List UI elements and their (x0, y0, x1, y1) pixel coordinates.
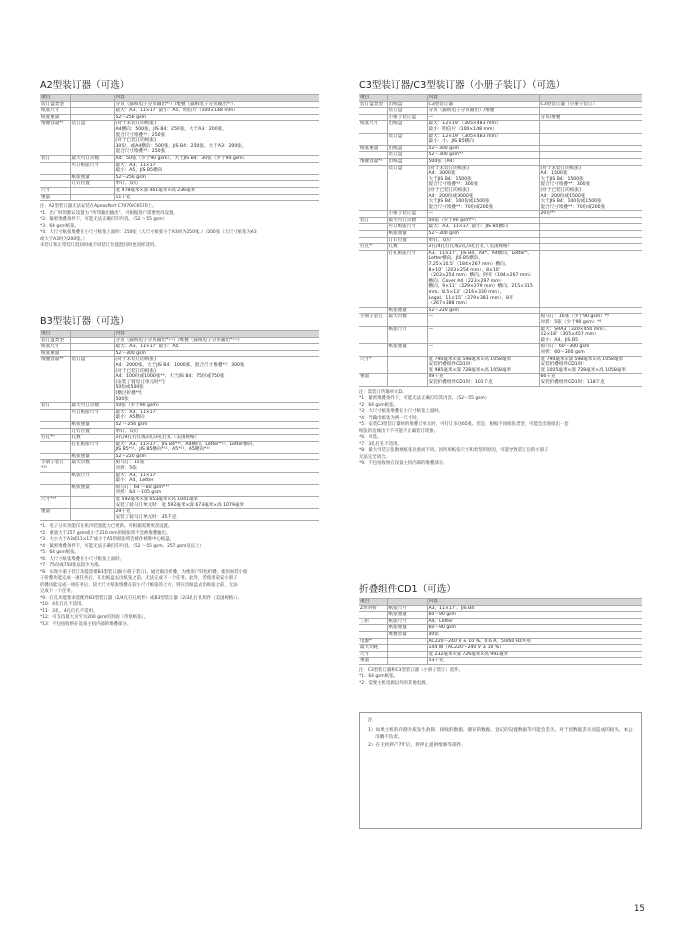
table-cell (70, 187, 114, 194)
table-row (359, 114, 642, 121)
table-cell: 宽 232毫米×深 726毫米×高 991毫米 (427, 651, 642, 658)
table-cell (359, 231, 387, 238)
spec-table-a2 (40, 94, 319, 201)
table-cell (359, 211, 387, 218)
table-cell: 小册子装订盘 (387, 211, 427, 218)
table-row (359, 307, 642, 314)
table-cell (387, 651, 427, 658)
table-cell: 小册子装订盘 (387, 114, 427, 121)
table-cell (387, 645, 427, 652)
table-cell: 52 ～256 gsm (114, 421, 319, 428)
table-cell (539, 152, 642, 159)
table-cell: 最大可订页数 (70, 403, 114, 410)
table-cell: [对于未装订的纸张] A4：1500张 大于JIS B4：1500张 混合尺寸堆叠*⁴：300张 [对于已装订的纸张] A4：200份或1500张 大于JIS B4：100份或1500张 混合尺寸堆叠*⁴：70份或200张 (539, 165, 642, 211)
table-row (359, 244, 642, 251)
table-cell (359, 237, 387, 244)
table-cell: 最大可订页数 (387, 217, 427, 224)
table-row (359, 651, 642, 658)
table-cell: 项目 (359, 95, 387, 102)
table-cell: 内容 (114, 95, 319, 102)
table-row (40, 108, 319, 115)
table-cell (387, 658, 427, 665)
table-cell: 40张 (427, 631, 642, 638)
table-cell (359, 250, 387, 307)
table-cell: 2孔/4孔打孔或2孔/3孔打孔（美国规格） (114, 435, 319, 442)
table-cell: 装订盘类型 (40, 337, 70, 344)
table-cell: 11千克 (114, 194, 319, 201)
table-cell: 宽 478毫米×深 461毫米×高 236毫米 (114, 187, 319, 194)
table-cell: 纸张尺寸 (40, 344, 70, 351)
table-row (359, 145, 642, 152)
table-cell (539, 250, 642, 307)
table-cell: 打孔纸张尺寸 (387, 250, 427, 307)
table-row (359, 165, 642, 211)
table-cell (539, 307, 642, 314)
table-cell: 装订 (40, 403, 70, 410)
table-cell: 尺寸*¹⁴ (40, 497, 70, 509)
table-cell: 内容 (427, 599, 642, 606)
table-cell (359, 152, 387, 159)
table-cell (70, 344, 114, 351)
table-cell (40, 174, 70, 181)
table-cell: 66千克 安装折叠组件CD1时：118千克 (539, 374, 642, 386)
table-cell: 装订盘类型 (40, 101, 70, 108)
table-cell: 52～300 gsm*¹ (427, 152, 539, 159)
table-cell (359, 165, 387, 211)
table-cell (387, 638, 427, 645)
table-cell (70, 331, 114, 338)
table-cell: 项目 (40, 95, 70, 102)
table-row (359, 658, 642, 665)
table-cell (539, 145, 642, 152)
table-row (40, 484, 319, 496)
table-cell: 骑马订：60～300 gsm 对折：60～300 gsm (539, 344, 642, 356)
section-cd1 (359, 581, 642, 687)
table-cell (70, 95, 114, 102)
table-cell (40, 428, 70, 435)
table-cell: 纸张尺寸 (387, 326, 427, 344)
table-cell: 60～90 gsm (427, 612, 642, 619)
table-cell: 52～220 gsm (427, 307, 539, 314)
table-cell: 纸张重量 (40, 114, 70, 121)
notes-b3: *1：电子分页功能仅在机内装置能力已更新。可根据需要更改设置。 *2：重量大于257 gsm或小于210 mm的纸张将不会被堆叠输出。 *3：大小大于A3或11×17″或小于A5的纸张将会被作被堆中心纸盘。 *4：紧密堆叠条件下，可能无法正确打印内容。（52 ～55 gsm、257 gsm及以上） *5：64 gsm纸张。 *6：大尺寸纸张堆叠在小尺寸纸张上面时。 *7：75份或750张以较少为准。 *8：实现小册子装订功能需要B3型装订器(小册子装订)。通过做出折叠，为便用户轻松折叠，使用加装小册 子折叠功能完成一项任务后，在出纸盘去出纸张之前，无法完成下一个任务。此外，若使用前安小册子 折叠功能完成一项任务后，较大尺寸纸张堆叠在较小尺寸纸张的上方，则在出纸盘去出纸张之前，无法 完成下一个任务。 *9：打孔功能要求选配件B3型装订器（2/4孔打孔组件）或B3型装订器（2/3孔打孔组件（美国规格））。 *10：4孔打孔不适用。 *11：3孔、4孔打孔不适用。 *12：可支持最大页至为200 gsm的封面（待厚纸张）。 *13：不包括收纳在设备主机内部的堆叠部分。 (40, 524, 248, 627)
table-row (40, 357, 319, 403)
table-cell (70, 101, 114, 108)
table-cell: 出纸盘 (387, 158, 427, 165)
table-cell (539, 217, 642, 224)
table-cell: [对于未装订的纸张] A4横向：500张、JIS B4：250张、大于A3：200张、 混合尺寸堆叠*³：250张 [对于已装订的纸张] 30份，或A4横向：500张、JIS B4：250张、大于A3：200张、 混合尺寸堆叠*³：250张 (114, 121, 319, 156)
table-cell: 144 W（AC220～240 V ± 10 %） (427, 645, 642, 652)
table-cell: 纸张尺寸 (359, 121, 387, 133)
table-cell: 项目 (40, 331, 70, 338)
table-cell: 纸张尺寸 (40, 108, 70, 115)
table-row (359, 356, 642, 374)
table-cell (40, 441, 70, 453)
table-cell: 骑马订：16张（少于90 gsm）*⁸ 对折：5张（少于90 gsm）*⁸ (539, 314, 642, 326)
table-cell: 装订盘 (387, 108, 427, 115)
table-cell (40, 472, 70, 484)
table-cell: 堆叠容量*² (359, 158, 387, 165)
table-cell (387, 356, 427, 374)
table-cell: 宽 790毫米×深 598毫米×高 1058毫米 安装折叠组件CD1时： 宽 985毫米×深 728毫米×高 1058毫米 (427, 356, 539, 374)
table-cell: 装订盘 (70, 121, 114, 156)
table-cell (70, 350, 114, 357)
table-row (40, 337, 319, 344)
spec-table-b3 (40, 330, 319, 521)
table-cell (40, 162, 70, 174)
table-cell: 可订纸张尺寸 (70, 409, 114, 421)
table-cell: 最大：12×19″（305×483 mm） 最小：小、JIS B5横向 (427, 133, 539, 145)
notice-item: 1）如果主机的存储介质发生故障，接收的数据、储存的数据、登记的设置数据等可能会丢失，对于因数据丢失而造成的损失，本公司概不负责。 (368, 727, 633, 740)
table-row (40, 497, 319, 509)
table-cell: 纸张重量 (387, 625, 427, 632)
table-row (40, 409, 319, 421)
table-row (40, 155, 319, 162)
table-cell (70, 114, 114, 121)
table-cell: 重量 (40, 509, 70, 521)
table-row (359, 625, 642, 632)
table-cell (387, 599, 427, 606)
table-cell: 纸张重量 (359, 145, 387, 152)
table-cell: A3、11×17″、JIS B4、A4*、A4横向、Letter*、Letter横向、JIS B5横向、 7.25×10.5″（184×267 mm）横向、8×10″（203×254 mm）、8×10″ （203×254 mm）横向、阿开（194×267 mm）横向、Cover A4（223×297 mm） 横向、9×11″（229×279 mm）横向、215×315 mm、8.5×13″（216×330 mm）、 Legal、11×15″（279×381 mm）、8开（267×388 mm） (427, 250, 539, 307)
table-cell: 49千克 安装折叠组件CD1时：101千克 (427, 374, 539, 386)
table-cell: C3型装订器 (427, 101, 539, 108)
table-cell: 52～256 gsm (114, 114, 319, 121)
table-row (359, 217, 642, 224)
table-cell: 最大：A3、11×17″ 最小：A4、Letter (114, 472, 319, 484)
table-cell: 出纸盘 (387, 101, 427, 108)
table-cell: 29千克 安装了骑马订单元时：35千克 (114, 509, 319, 521)
table-row (40, 162, 319, 174)
table-cell: [对于未装订的纸张] A4：3000张 大于JIS B4：1500张 混合尺寸堆叠*³：300张 [对于已装订的纸张] A4：200份或3000张 大于JIS B4：100份或1500张 混合尺寸堆叠*⁴：70份或200张 (427, 165, 539, 211)
table-cell: 重量 (359, 658, 387, 665)
section-b3-title: B3型装订器（可选） (40, 316, 130, 327)
table-row (359, 314, 642, 326)
section-c3 (359, 77, 642, 468)
table-row (359, 326, 642, 344)
table-cell: AC220～240 V ± 10 %、0.6 A、50/60 Hz共用 (427, 638, 642, 645)
table-row (359, 605, 642, 612)
table-cell: 堆叠容量*⁴ (40, 357, 70, 403)
table-cell: 纸张重量 (387, 344, 427, 356)
table-cell: C3型装订器（小册子装订） (539, 101, 642, 108)
table-cell: 最大可订页数 (70, 155, 114, 162)
table-cell: 20份*⁵ (539, 211, 642, 218)
table-row (40, 344, 319, 351)
table-cell: 分页（露纸电子分页输出）/堆叠 (427, 108, 539, 115)
table-cell (359, 612, 387, 619)
table-cell: 打孔*⁷ (359, 244, 387, 251)
table-cell: 骑马订：15张 对折：5张 (114, 460, 319, 472)
table-row (359, 618, 642, 625)
table-cell: 53千克 (427, 658, 642, 665)
notes-a2: 注：A2型装订器无法安装在ApeosPort C7070/C6570上。 *1：出厂时的默认设置为 "所印输出输出"，可根据客户需要更改设置。 *2：紧密堆叠条件下，可能无法正确打印内容。（52 ～55 gsm） *3：64 gsm纸张。 *4：大尺寸纸张堆叠在小尺寸纸张上面时：250张（大尺寸纸张小于A3时为250张。）/200张（大尺寸纸张为A3 或大于A3时为200张。） 未装订和正常装订混同时或不同装订位置混同时也同样适用。 (40, 204, 257, 249)
table-row (359, 638, 642, 645)
table-cell: 单钉、双钉 (114, 428, 319, 435)
section-b3 (40, 313, 319, 628)
table-cell (539, 108, 642, 115)
table-cell (359, 224, 387, 231)
table-cell: 装订 (359, 217, 387, 224)
table-cell: 纸张重量 (40, 350, 70, 357)
table-cell (40, 181, 70, 188)
table-cell: 52～300 gsm (427, 145, 539, 152)
table-row (40, 121, 319, 156)
table-cell: 最大：A3、11×17″ 最小：A5 (114, 344, 319, 351)
table-cell: 装订盘类型 (359, 101, 387, 108)
table-cell: 纸张重量 (70, 174, 114, 181)
table-cell: 纸张重量 (70, 484, 114, 496)
table-cell: — (427, 114, 539, 121)
table-row (359, 237, 642, 244)
table-row (359, 158, 642, 165)
table-row (359, 344, 642, 356)
table-cell: 50张（少于90 gsm） (114, 403, 319, 410)
table-cell: 最大页数 (70, 460, 114, 472)
table-cell (359, 114, 387, 121)
notice-title: 注 (368, 718, 373, 723)
table-cell: 52～220 gsm (114, 453, 319, 460)
table-cell (359, 108, 387, 115)
table-cell (359, 631, 387, 638)
table-cell: 尺寸 (40, 187, 70, 194)
table-cell: 装订盘 (387, 165, 427, 211)
table-cell: A4、Letter (427, 618, 642, 625)
section-cd1-title: 折叠组件CD1（可选） (359, 584, 456, 595)
table-cell: 最大页数 (387, 314, 427, 326)
table-cell (70, 497, 114, 509)
table-row (40, 194, 319, 201)
table-cell: 最大：SRA3（320×450 mm）、 12×18″（305×457 mm） 最小：A4、JIS B5 (539, 326, 642, 344)
table-cell: — (427, 211, 539, 218)
table-cell: 三折 (359, 618, 387, 625)
table-header-row (40, 331, 319, 338)
table-cell (387, 95, 427, 102)
table-cell: 小册子装订 (359, 314, 387, 326)
table-row (40, 435, 319, 442)
table-cell (70, 337, 114, 344)
table-cell: 装订盘 (387, 133, 427, 145)
table-cell: [对于未装订的纸张] A4：2000张、大于JIS B4：1000张、混合尺寸堆叠*⁵：300张 [对于已装订的纸张] A4：100份或1000张*⁶、大于JIS B4：75份或750张 [安装了骑母订单元时*⁷] 50份或500张 [横过折叠*⁸] 500张 (114, 357, 319, 403)
table-cell: 纸张尺寸 (387, 618, 427, 625)
table-row (359, 374, 642, 386)
table-cell: 可订纸张尺寸 (70, 162, 114, 174)
table-cell (539, 231, 642, 238)
table-cell: 订钉位置 (70, 181, 114, 188)
table-cell: 重量 (359, 374, 387, 386)
table-cell (539, 158, 642, 165)
table-cell: 最大：A3、11×17″ 最小：JIS B5横向 (427, 224, 539, 231)
table-cell: 最大：12×19″（305×483 mm） 最小：明信片（100×148 mm） (427, 121, 539, 133)
table-cell: 重量 (40, 194, 70, 201)
section-a2-title: A2型装订器（可选） (40, 80, 130, 91)
table-cell: 最大：A3、11×17″ 最小：A5、JIS B5横向 (114, 162, 319, 174)
spec-table-c3 (359, 94, 642, 387)
table-cell: 60～90 gsm (427, 625, 642, 632)
table-cell: 500张（A4） (427, 158, 539, 165)
table-cell: 订钉位置 (387, 237, 427, 244)
table-cell: 项目 (359, 599, 387, 606)
table-row (359, 224, 642, 231)
table-cell: 宽 790毫米×深 598毫米×高 1058毫米 安装折叠组件CD1时： 宽 1005毫米×深 728毫米×高 1058毫米 (539, 356, 642, 374)
table-cell (70, 509, 114, 521)
table-cell: 纸张尺寸 (387, 605, 427, 612)
table-cell: 堆叠容量*² (40, 121, 70, 156)
table-row (40, 350, 319, 357)
table-cell: 2孔/4孔打孔或2孔/3孔打孔（美国规格） (427, 244, 539, 251)
table-cell: 分页（露纸电子分页输出*¹）/堆叠（露纸电子分页输出*¹） (114, 101, 319, 108)
table-cell (359, 625, 387, 632)
table-cell: — (427, 344, 539, 356)
table-cell (359, 344, 387, 356)
table-row (40, 403, 319, 410)
table-cell (539, 121, 642, 133)
table-cell: Z形对折 (359, 605, 387, 612)
table-cell: 宽 592毫米×深 653毫米×高 1041毫米 安装了骑马订单元时：宽 592毫米×深 673毫米×高 1079毫米 (114, 497, 319, 509)
table-row (40, 453, 319, 460)
table-row (359, 612, 642, 619)
table-row (359, 211, 642, 218)
table-cell: A4：50张（少于90 gsm）、大于JIS B4：30张（少于90 gsm） (114, 155, 319, 162)
table-cell: 可订纸张尺寸 (387, 224, 427, 231)
table-cell (70, 194, 114, 201)
table-row (40, 509, 319, 521)
notice-item: 2）在主机停产7年后，将停止提供维修等部件。 (368, 743, 466, 749)
table-cell: 小册子装订*¹² (40, 460, 70, 472)
table-cell (539, 224, 642, 231)
section-c3-title: C3型装订器/C3型装订器（小册子装订）（可选） (359, 80, 566, 91)
spec-table-cd1 (359, 598, 642, 665)
table-cell: 纸张尺寸 (70, 472, 114, 484)
table-row (40, 421, 319, 428)
table-cell: 打孔纸张尺寸 (70, 441, 114, 453)
table-row (40, 187, 319, 194)
table-cell: 孔数 (387, 244, 427, 251)
table-cell: 打孔*⁹ (40, 435, 70, 442)
table-cell: 孔数 (70, 435, 114, 442)
table-cell: — (427, 314, 539, 326)
table-cell (40, 484, 70, 496)
table-cell: 单钉、双钉 (114, 181, 319, 188)
table-cell: 52～300 gsm (114, 350, 319, 357)
table-cell: 骑马订：64 ～80 gsm*¹³ 对折：64 ～105 gsm (114, 484, 319, 496)
table-row (40, 114, 319, 121)
table-cell (40, 409, 70, 421)
table-cell: 纸张重量 (387, 612, 427, 619)
table-cell: 装订 (40, 155, 70, 162)
table-cell: 最大功耗 (359, 645, 387, 652)
table-cell (359, 307, 387, 314)
table-row (40, 441, 319, 453)
table-cell: 内容 (427, 95, 539, 102)
table-cell (70, 108, 114, 115)
table-row (40, 472, 319, 484)
table-cell: A3、11×17″、JIS B4 (427, 605, 642, 612)
table-cell (539, 237, 642, 244)
table-cell: 纸张重量 (70, 421, 114, 428)
table-cell: 52～256 gsm (114, 174, 319, 181)
table-cell: 出纸盘 (387, 145, 427, 152)
table-cell: 分页/堆叠 (539, 114, 642, 121)
table-cell (359, 326, 387, 344)
table-row (359, 108, 642, 115)
table-row (359, 645, 642, 652)
table-row (40, 428, 319, 435)
table-cell: 纸张重量 (70, 453, 114, 460)
table-row (40, 460, 319, 472)
table-cell: 分页（露纸电子分页输出*¹·²）/堆叠（露纸电子分页输出*¹·²） (114, 337, 319, 344)
table-cell (359, 133, 387, 145)
table-cell: 订钉位置 (70, 428, 114, 435)
table-header-row (359, 599, 642, 606)
page-number: 15 (634, 904, 645, 914)
notes-cd1: 注：C3型装订器和C3型装订器（小册子装订）选件。 *1：64 gsm纸张。 *2：需要主机电源以外的其他电源。 (359, 667, 463, 686)
table-cell: 最大：A3、11×17″ 最小：A5、明信片（100×148 mm） (114, 108, 319, 115)
table-cell: 最大：A3、11×17″、JIS B4*¹⁰、A4横向、Letter*¹¹、Letter横向、 JIS B5*¹¹、JIS B5横向*¹¹、A5*¹¹、A5横向*¹¹ (114, 441, 319, 453)
table-cell: 50张（少于90 gsm*⁶） (427, 217, 539, 224)
table-cell: 内容 (114, 331, 319, 338)
table-row (359, 231, 642, 238)
table-row (359, 631, 642, 638)
table-cell: 52～300 gsm (427, 231, 539, 238)
table-row (359, 121, 642, 133)
table-cell: 单钉、双钉 (427, 237, 539, 244)
table-row (359, 101, 642, 108)
table-cell: 纸张重量 (387, 307, 427, 314)
notice-box (359, 712, 642, 829)
table-cell (539, 133, 642, 145)
table-cell (539, 95, 642, 102)
table-row (40, 174, 319, 181)
section-a2 (40, 77, 319, 250)
table-cell: 电源* (359, 638, 387, 645)
table-cell (40, 453, 70, 460)
table-cell (387, 374, 427, 386)
table-cell (40, 421, 70, 428)
table-row (40, 181, 319, 188)
table-cell: 尺寸* (359, 356, 387, 374)
table-cell: 堆叠容量 (387, 631, 427, 638)
table-cell: 尺寸 (359, 651, 387, 658)
table-cell: 装订盘 (387, 152, 427, 159)
table-cell: 纸张重量 (387, 231, 427, 238)
notes-c3: 注：需装订传输单元D。 *1：紧密堆叠条件下，可能无法正确打印其内容。（52～55 gsm） *2：64 gsm纸张。 *3：大尺寸纸张堆叠在小尺寸纸张上面时。 *4：当输出纸张为两一尺寸时。 *5：安装C3型装订器时的堆叠订单元时，可打订多达65张。但是，根据不同纸张类型，可能会出现纸出一套 纸张的边缘出不不可能不正确装订现象。 *6：可选。 *7：3孔打孔不适用。 *8：最大可装订张数视纸张克重而不同。因所用纸张尺寸和类型的原因，可能导致装订后的小册子 无法完全闭合。 *9：不包括收纳在设备主机内部的堆叠部分。 (359, 389, 569, 466)
table-cell (539, 244, 642, 251)
table-cell: 最大：A3、11×17″ 最小：A5横向 (114, 409, 319, 421)
table-cell: 出纸盘 (387, 121, 427, 133)
table-row (359, 133, 642, 145)
table-cell: 装订盘 (70, 357, 114, 403)
table-header-row (359, 95, 642, 102)
table-header-row (40, 95, 319, 102)
table-cell: — (427, 326, 539, 344)
table-row (40, 101, 319, 108)
table-row (359, 250, 642, 307)
table-row (359, 152, 642, 159)
